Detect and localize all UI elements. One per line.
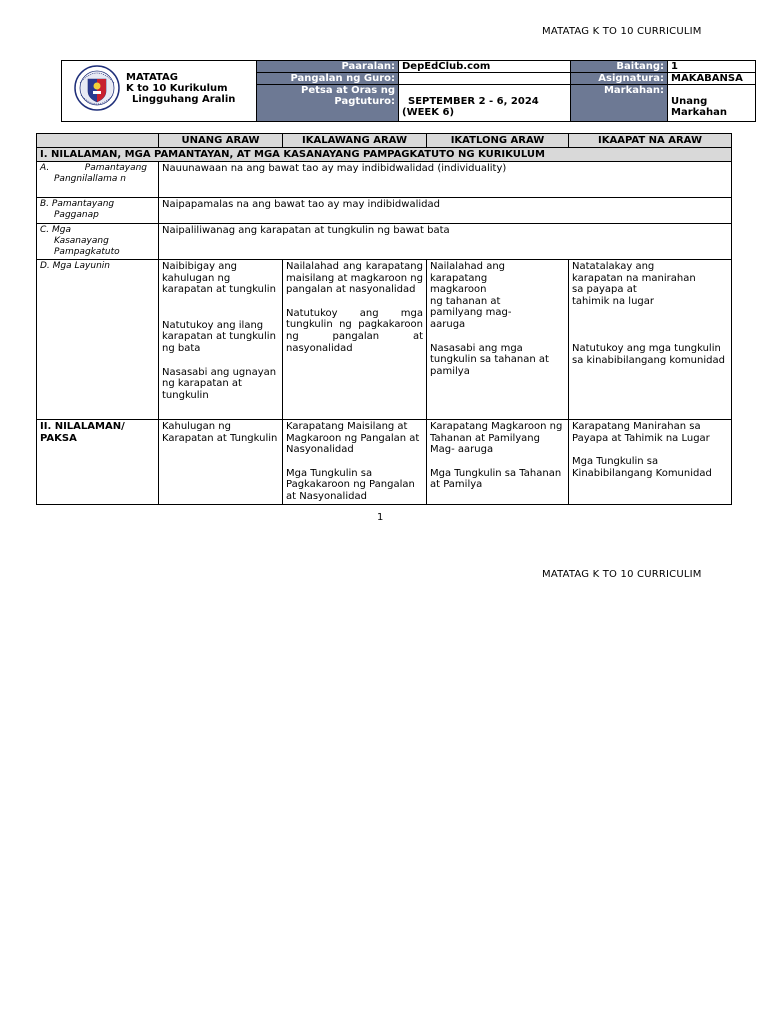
paksa-day3-item1: Karapatang Magkaroon ng Tahanan at Pamilyang Mag- aaruga (430, 421, 563, 456)
layunin-day4-item2: Natutukoy ang mga tungkulin sa kinabibilangang komunidad (572, 343, 725, 366)
markahan-value-line2: Markahan (671, 107, 728, 119)
petsa-value-line1: SEPTEMBER 2 - 6, 2024 (408, 96, 539, 108)
row-a-label-line2: Pangnilallama n (54, 174, 126, 184)
layunin-day3 (427, 260, 569, 420)
layunin-day2-item1: Nailalahad ang karapatang maisilang at magkaroon ng pangalan at nasyonalidad (286, 261, 423, 296)
deped-seal-icon (74, 65, 120, 111)
layunin-day1-item2: Natutukoy ang ilang karapatan at tungkulin ng bata (162, 319, 276, 354)
layunin-day1 (159, 260, 283, 420)
paksa-day4-item2: Mga Tungkulin sa Kinabibilangang Komunidad (572, 456, 712, 479)
row-c-label-line1: C. Mga (40, 225, 71, 235)
row-a-label-line1: Pamantayang (84, 163, 147, 173)
paksa-day2 (283, 420, 427, 505)
asignatura-value: MAKABANSA (668, 73, 756, 85)
layunin-day4-line1: Natatalakay ang (572, 261, 655, 272)
layunin-day3-line3: magkaroon (430, 284, 487, 296)
row-ii-label-line1: II. NILALAMAN/ (40, 421, 125, 432)
row-label-pamantayang-pagganap (37, 198, 159, 224)
markahan-value-line1: Unang (671, 96, 708, 108)
column-header-day4: IKAAPAT NA ARAW (569, 134, 732, 148)
row-label-mga-layunin: D. Mga Layunin (37, 260, 159, 420)
petsa-label-line1: Petsa at Oras ng (301, 85, 395, 97)
column-header-day3: IKATLONG ARAW (427, 134, 569, 148)
layunin-day3-item1 (430, 261, 565, 331)
paksa-day2-item2: Mga Tungkulin sa Pagkakaroon ng Pangalan at Nasyonalidad (286, 467, 415, 502)
paksa-day1 (159, 420, 283, 505)
row-a-content: Nauunawaan na ang bawat tao ay may indibidwalidad (individuality) (159, 162, 732, 198)
row-b-label-line1: B. Pamantayang (40, 199, 115, 209)
guro-value (399, 73, 571, 85)
row-label-kasanayang-pampagkatuto (37, 224, 159, 260)
layunin-day4 (569, 260, 732, 420)
petsa-label-line2: Pagtuturo: (334, 96, 395, 108)
layunin-day3-line2: karapatang (430, 272, 488, 284)
layunin-day4-line3: sa payapa at (572, 284, 637, 296)
layunin-day4-line4: tahimik na lugar (572, 295, 655, 307)
section-header-nilalaman: I. NILALAMAN, MGA PAMANTAYAN, AT MGA KASANAYANG PAMPAGKATUTO NG KURIKULUM (37, 148, 732, 162)
row-label-pamantayang-pangnilalaman (37, 162, 159, 198)
paksa-day3 (427, 420, 569, 505)
row-ii-label-line2: PAKSA (40, 432, 77, 444)
baitang-value: 1 (668, 61, 756, 73)
guro-label: Pangalan ng Guro: (257, 73, 399, 85)
layunin-day1-item1: Naibibigay ang kahulugan ng karapatan at tungkulin (162, 261, 276, 296)
layunin-day2-item2: Natutukoy ang mga tungkulin ng pagkakaroon ng pangalan at nasyonalidad (286, 307, 423, 354)
paaralan-value: DepEdClub.com (399, 61, 571, 73)
logo-block (62, 61, 257, 122)
layunin-day3-line5: pamilyang mag- (430, 307, 512, 319)
asignatura-label: Asignatura: (571, 73, 668, 85)
row-b-content: Naipapamalas na ang bawat tao ay may indibidwalidad (159, 198, 732, 224)
paaralan-label: Paaralan: (257, 61, 399, 73)
lesson-info-header (61, 60, 756, 122)
layunin-day4-line2: karapatan na manirahan (572, 272, 696, 284)
petsa-value (399, 85, 571, 122)
layunin-day3-line6: aaruga (430, 318, 466, 330)
paksa-day4 (569, 420, 732, 505)
petsa-value-line2: (WEEK 6) (402, 107, 455, 119)
layunin-day3-line4: ng tahanan at (430, 295, 501, 307)
paksa-day3-item2: Mga Tungkulin sa Tahanan at Pamilya (430, 467, 562, 491)
markahan-label: Markahan: (571, 85, 668, 122)
logo-line2: K to 10 Kurikulum (126, 83, 228, 94)
layunin-day3-line1: Nailalahad ang (430, 261, 506, 272)
paksa-day4-item1: Karapatang Manirahan sa Payapa at Tahimik na Lugar (572, 421, 710, 444)
markahan-value (668, 85, 756, 122)
row-b-label-line2: Pagganap (54, 210, 99, 220)
logo-title: MATATAG (126, 72, 178, 83)
row-a-letter: A. (40, 163, 50, 173)
page-header-second: MATATAG K TO 10 CURRICULIM (542, 569, 702, 580)
logo-line3: Lingguhang Aralin (132, 94, 236, 105)
row-c-label-line3: Pampagkatuto (54, 247, 120, 257)
corner-header-cell (37, 134, 159, 148)
layunin-day1-item3: Nasasabi ang ugnayan ng karapatan at tungkulin (162, 366, 277, 401)
layunin-day3-item2: Nasasabi ang mga tungkulin sa tahanan at pamilya (430, 342, 549, 377)
layunin-day4-item1 (572, 261, 728, 307)
column-header-day1: UNANG ARAW (159, 134, 283, 148)
row-label-nilalaman-paksa (37, 420, 159, 505)
baitang-label: Baitang: (571, 61, 668, 73)
page-header: MATATAG K TO 10 CURRICULIM (542, 26, 702, 37)
petsa-label (257, 85, 399, 122)
page-number: 1 (377, 512, 384, 523)
lesson-plan-table (36, 133, 732, 505)
layunin-day2 (283, 260, 427, 420)
column-header-day2: IKALAWANG ARAW (283, 134, 427, 148)
row-c-content: Naipaliliwanag ang karapatan at tungkulin ng bawat bata (159, 224, 732, 260)
row-c-label-line2: Kasanayang (54, 236, 109, 246)
paksa-day2-item1: Karapatang Maisilang at Magkaroon ng Pangalan at Nasyonalidad (286, 421, 420, 456)
paksa-day1-item1: Kahulugan ng Karapatan at Tungkulin (162, 421, 278, 444)
